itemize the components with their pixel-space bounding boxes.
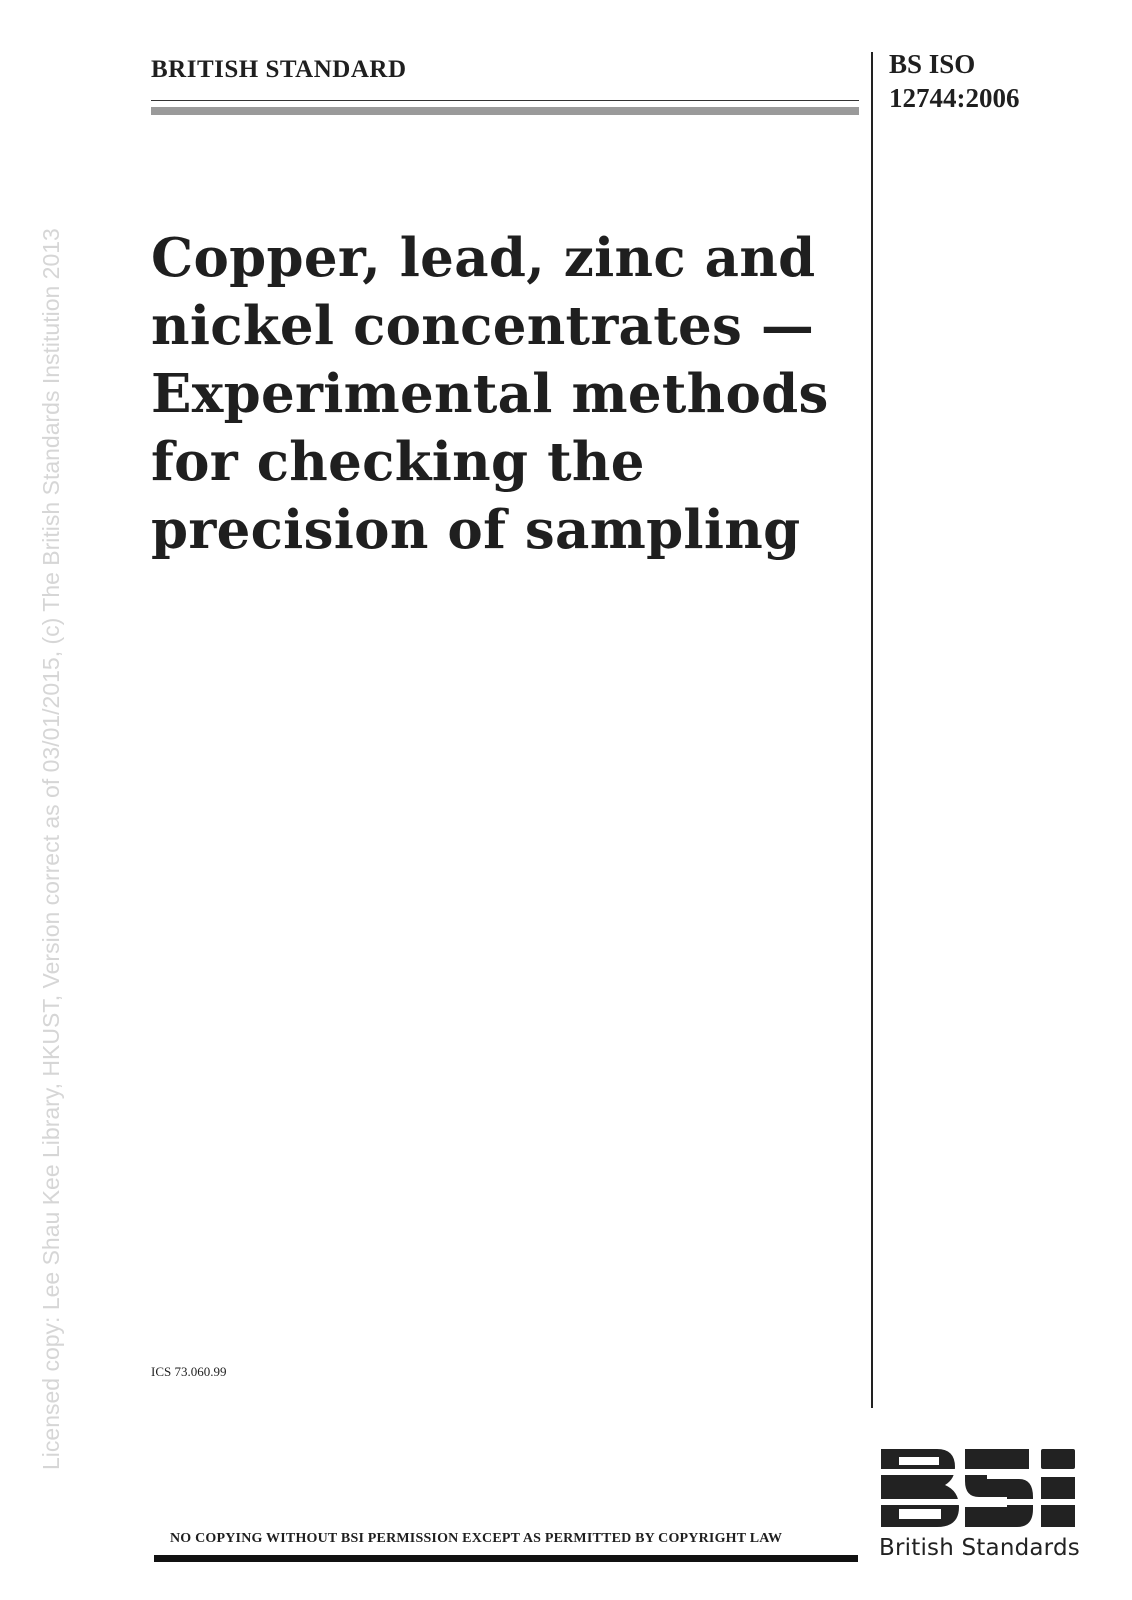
header-rule-thin [151, 100, 859, 101]
standard-number [889, 47, 1020, 115]
document-type-label: BRITISH STANDARD [151, 56, 407, 83]
bsi-logo-caption: British Standards [879, 1535, 1080, 1561]
title-line: for checking the [151, 431, 645, 493]
column-divider [871, 52, 873, 1408]
footer-rule [154, 1555, 858, 1562]
ics-code: ICS 73.060.99 [151, 1364, 227, 1379]
copyright-notice: NO COPYING WITHOUT BSI PERMISSION EXCEPT AS PERMITTED BY COPYRIGHT LAW [170, 1531, 783, 1546]
header-rule-thick [151, 107, 859, 115]
title-line: nickel concentrates — [151, 295, 815, 357]
standard-number-code: 12744:2006 [889, 83, 1020, 113]
title-line: precision of sampling [151, 499, 801, 561]
title-line: Copper, lead, zinc and [151, 227, 816, 289]
standard-number-prefix: BS ISO [889, 49, 976, 79]
bsi-logo [879, 1447, 1084, 1561]
bsi-logo-mark [879, 1447, 1079, 1529]
title-line: Experimental methods [151, 363, 829, 425]
license-watermark: Licensed copy: Lee Shau Kee Library, HKUST, Version correct as of 03/01/2015, (c) The British Standards Institution 2013 [38, 228, 64, 1470]
document-title [151, 224, 856, 564]
